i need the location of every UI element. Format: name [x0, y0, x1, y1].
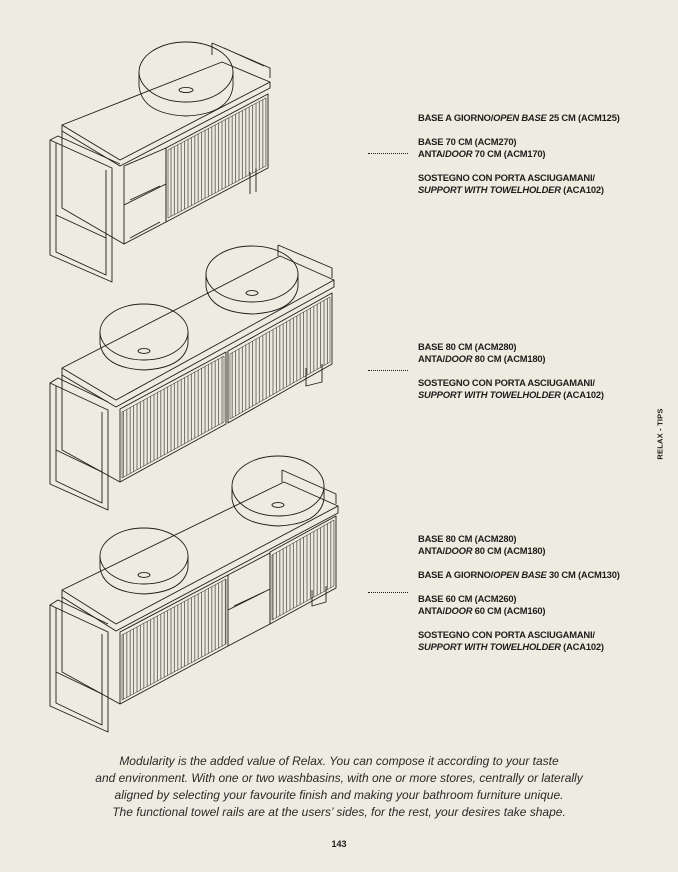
caption-line: aligned by selecting your favourite finish and making your bathroom furniture unique.	[114, 788, 564, 802]
caption-line: and environment. With one or two washbasins, with one or more stores, centrally or laterally	[95, 771, 583, 785]
spec-list-config-2	[418, 341, 604, 401]
spec-line	[418, 569, 620, 581]
spec-line	[418, 593, 620, 605]
spec-group	[418, 172, 620, 196]
spec-group	[418, 593, 620, 617]
spec-text-plain: ANTA/	[418, 353, 445, 364]
spec-text-rest: (ACA102)	[560, 641, 604, 652]
spec-text-italic: OPEN BASE	[493, 569, 547, 580]
spec-line	[418, 377, 604, 389]
spec-group	[418, 112, 620, 124]
spec-line	[418, 184, 620, 196]
spec-group	[418, 569, 620, 581]
spec-line	[418, 172, 620, 184]
spec-group	[418, 533, 620, 557]
spec-group	[418, 341, 604, 365]
page-number: 143	[331, 839, 347, 849]
spec-line	[418, 545, 620, 557]
spec-text-italic: SUPPORT WITH TOWELHOLDER	[418, 641, 561, 652]
spec-line	[418, 148, 620, 160]
spec-text-plain: ANTA/	[418, 545, 445, 556]
spec-text-plain: BASE A GIORNO/	[418, 112, 494, 123]
description-paragraph	[60, 753, 618, 821]
spec-text-plain: SOSTEGNO CON PORTA ASCIUGAMANI/	[418, 629, 595, 640]
spec-text-plain: BASE A GIORNO/	[418, 569, 494, 580]
spec-text-rest: 30 CM (ACM130)	[546, 569, 620, 580]
spec-text-italic: OPEN BASE	[493, 112, 547, 123]
caption-line: The functional towel rails are at the users’ sides, for the rest, your desires take shape.	[112, 805, 566, 819]
spec-text-italic: DOOR	[444, 545, 473, 556]
spec-text-italic: DOOR	[444, 353, 473, 364]
spec-text-plain: SOSTEGNO CON PORTA ASCIUGAMANI/	[418, 172, 595, 183]
spec-text-plain: SOSTEGNO CON PORTA ASCIUGAMANI/	[418, 377, 595, 388]
spec-line	[418, 389, 604, 401]
spec-text-plain: BASE 70 CM (ACM270)	[418, 136, 517, 147]
spec-text-plain: ANTA/	[418, 148, 445, 159]
spec-line	[418, 641, 620, 653]
spec-text-rest: 70 CM (ACM170)	[472, 148, 546, 159]
spec-text-italic: SUPPORT WITH TOWELHOLDER	[418, 184, 561, 195]
vanity-config-3	[50, 456, 338, 732]
spec-text-rest: 80 CM (ACM180)	[472, 545, 546, 556]
spec-text-plain: BASE 60 CM (ACM260)	[418, 593, 517, 604]
spec-text-rest: 25 CM (ACM125)	[546, 112, 620, 123]
leader-dots-3	[368, 592, 408, 593]
spec-line	[418, 112, 620, 124]
leader-dots-1	[368, 153, 408, 154]
spec-line	[418, 136, 620, 148]
spec-group	[418, 377, 604, 401]
spec-list-config-3	[418, 533, 620, 653]
spec-text-rest: 80 CM (ACM180)	[472, 353, 546, 364]
spec-text-plain: BASE 80 CM (ACM280)	[418, 341, 517, 352]
spec-text-plain: BASE 80 CM (ACM280)	[418, 533, 517, 544]
spec-line	[418, 533, 620, 545]
spec-text-plain: ANTA/	[418, 605, 445, 616]
spec-text-rest: (ACA102)	[560, 184, 604, 195]
spec-line	[418, 629, 620, 641]
spec-line	[418, 341, 604, 353]
spec-group	[418, 629, 620, 653]
vanity-config-1	[50, 42, 270, 282]
spec-text-italic: DOOR	[444, 605, 473, 616]
spec-group	[418, 136, 620, 160]
spec-line	[418, 353, 604, 365]
section-tab: RELAX - TIPS	[655, 408, 665, 460]
spec-line	[418, 605, 620, 617]
spec-text-rest: 60 CM (ACM160)	[472, 605, 546, 616]
leader-dots-2	[368, 370, 408, 371]
spec-text-italic: SUPPORT WITH TOWELHOLDER	[418, 389, 561, 400]
spec-text-italic: DOOR	[444, 148, 473, 159]
spec-list-config-1	[418, 112, 620, 196]
spec-text-rest: (ACA102)	[560, 389, 604, 400]
vanity-config-2	[50, 245, 334, 510]
caption-line: Modularity is the added value of Relax. You can compose it according to your taste	[119, 754, 559, 768]
